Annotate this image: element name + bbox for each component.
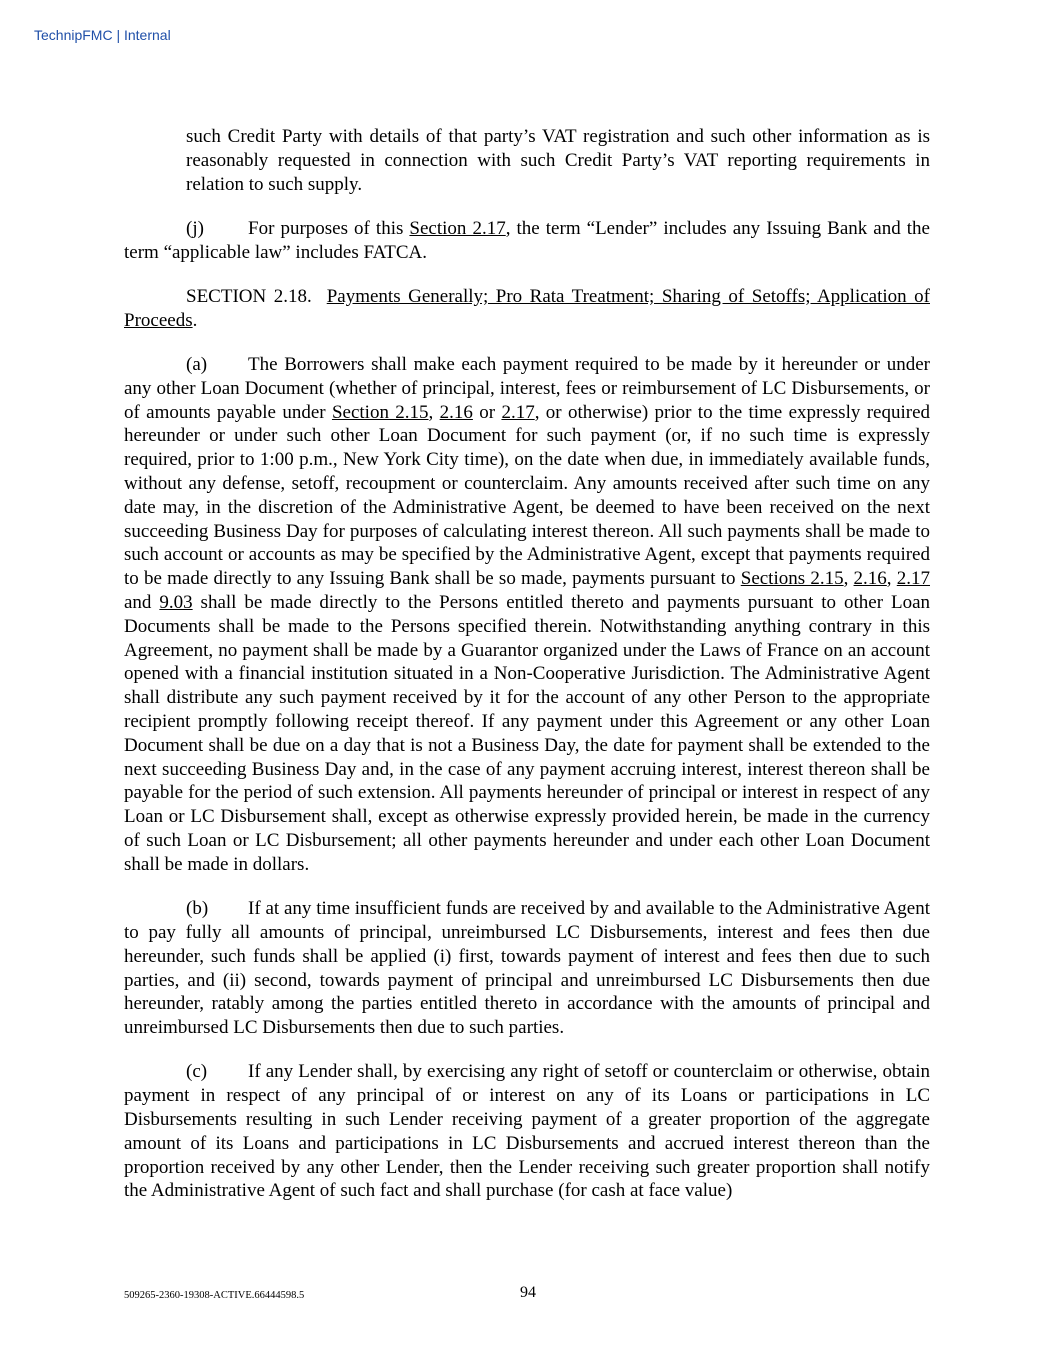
classification-label: TechnipFMC | Internal (34, 27, 171, 43)
paragraph-b (124, 897, 930, 1040)
paragraph-b-text: If at any time insufficient funds are received by and available to the Administrative Agent to pay fully all amounts of principal, unreimbursed LC Disbursements, interest and fees then due hereunder, such funds shall be applied (i) first, towards payment of interest and fees then due to such parties, and (ii) second, towards payment of principal and unreimbursed LC Disbursements then due hereunder, ratably among the parties entitled thereto in accordance with the amounts of principal and unreimbursed LC Disbursements then due to such parties. (124, 898, 930, 1039)
paragraph-j-text: For purposes of this (248, 217, 410, 239)
paragraph-c-label: (c) (186, 1061, 208, 1083)
section-number: SECTION 2.18. (186, 285, 312, 307)
section-reference: 2.17 (896, 568, 930, 590)
paragraph-j (124, 217, 930, 265)
paragraph-a-label: (a) (186, 354, 208, 376)
paragraph-j-text-end: , the term “Lender” includes any Issuing Bank and the term “applicable law” includes FATCA. (124, 217, 930, 263)
paragraph-continuation: such Credit Party with details of that party’s VAT registration and such other information as is reasonably requested in connection with such Credit Party’s VAT reporting requirements in relation to such supply. (186, 126, 930, 195)
section-2-17-reference: Section 2.17 (409, 217, 506, 239)
section-title-period: . (192, 309, 198, 331)
section-2-18-heading (124, 285, 930, 333)
separator: and (124, 592, 160, 614)
paragraph-a-text-3: shall be made directly to the Persons entitled thereto and payments pursuant to other Loan Documents shall be made to the Persons specified therein. Notwithstanding anything contrary in this Agreement, no payment shall be made by a Guarantor organized under the Laws of France on an account opened with a financial institution situated in a Non-Cooperative Jurisdiction. The Administrative Agent shall distribute any such payment received by it for the account of any other Person to the appropriate recipient promptly following receipt thereof. If any payment under this Agreement or any other Loan Document shall be due on a day that is not a Business Day, the date for payment shall be extended to the next succeeding Business Day and, in the case of any payment accruing interest, interest thereon shall be payable for the period of such extension. All payments hereunder of principal or interest in respect of any Loan or LC Disbursement shall, except as otherwise expressly provided herein, be made in the currency of such Loan or LC Disbursement; all other payments hereunder and under each other Loan Document shall be made in dollars. (124, 592, 931, 875)
paragraph-a-text-1: The Borrowers shall make each payment required to be made by it hereunder or under any other Loan Document (whether of principal, interest, fees or reimbursement of LC Disbursements, or of amounts payable under (124, 354, 930, 423)
separator: , (886, 568, 897, 590)
section-reference: 2.16 (439, 401, 473, 423)
separator: or (472, 401, 502, 423)
paragraph-c-text: If any Lender shall, by exercising any right of setoff or counterclaim or otherwise, obtain payment in respect of any principal of or interest on any of its Loans or participations in LC Disbursements resulting in such Lender receiving payment of a greater proportion of the aggregate amount of its Loans and participations in LC Disbursements and accrued interest thereon than the proportion received by any other Lender, then the Lender receiving such greater proportion shall notify the Administrative Agent of such fact and shall purchase (for cash at face value) (124, 1061, 930, 1202)
page-number: 94 (520, 1284, 536, 1301)
paragraph-j-label: (j) (186, 217, 204, 239)
section-reference: Section 2.15 (331, 401, 429, 423)
section-reference: 9.03 (159, 592, 193, 614)
separator: , (843, 568, 854, 590)
paragraph-a (124, 353, 930, 877)
section-reference: 2.16 (853, 568, 887, 590)
document-body (124, 125, 930, 1224)
separator: , (428, 401, 440, 423)
paragraph-a-text-2: , or otherwise) prior to the time expressly required hereunder or under such other Loan Document for such payment (or, if no such time is expressly required, prior to 1:00 p.m., New York City time), on the date when due, in immediately available funds, without any defense, setoff, recoupment or counterclaim. Any amounts received after such time on any date may, in the discretion of the Administrative Agent, be deemed to have been received on the next succeeding Business Day for purposes of calculating interest thereon. All such payments shall be made to such account or accounts as may be specified by the Administrative Agent, except that payments required to be made directly to any Issuing Bank shall be so made, payments pursuant to (124, 401, 930, 590)
section-reference: 2.17 (501, 401, 535, 423)
section-title: Payments Generally; Pro Rata Treatment; Sharing of Setoffs; Application of Proceeds (124, 285, 930, 331)
paragraph-c (124, 1060, 930, 1203)
paragraph-b-label: (b) (186, 898, 209, 920)
section-reference: Sections 2.15 (740, 568, 844, 590)
document-id: 509265-2360-19308-ACTIVE.66444598.5 (124, 1290, 305, 1301)
